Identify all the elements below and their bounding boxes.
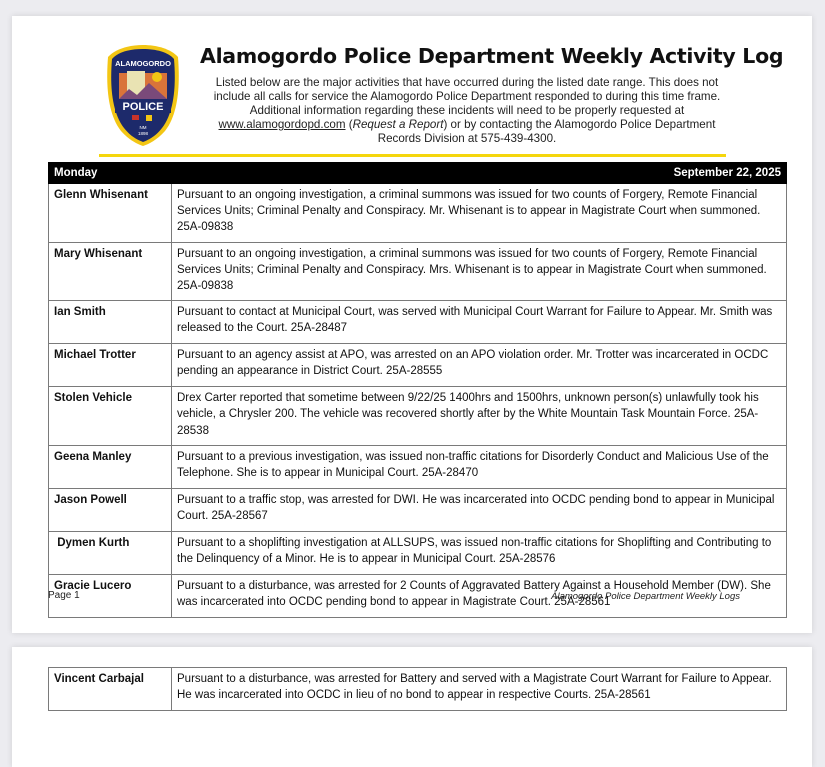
svg-text:ALAMOGORDO: ALAMOGORDO	[115, 59, 171, 68]
day-label: Monday	[49, 163, 172, 184]
incident-description: Pursuant to an ongoing investigation, a criminal summons was issued for two counts of Forgery, Remote Financial Services Units; Criminal Penalty and Conspiracy. Mrs. Whisenant is to appear in Magistrate Court when summoned. 25A-09838	[172, 242, 787, 301]
incident-description: Pursuant to an agency assist at APO, was arrested on an APO violation order. Mr. Trotter was incarcerated in OCDC pending an appearance in District Court. 25A-28555	[172, 344, 787, 387]
table-row	[49, 668, 787, 711]
police-badge-logo-icon	[105, 43, 181, 148]
subject-name: Jason Powell	[49, 488, 172, 531]
subject-name: Geena Manley	[49, 445, 172, 488]
page-number: Page 1	[48, 590, 80, 601]
subject-name: Vincent Carbajal	[49, 668, 172, 711]
table-row	[49, 531, 787, 574]
incident-description: Pursuant to an ongoing investigation, a criminal summons was issued for two counts of Forgery, Remote Financial Services Units; Criminal Penalty and Conspiracy. Mr. Whisenant is to appear in Magistrate Court when summoned. 25A-09838	[172, 184, 787, 243]
document-page-2	[12, 647, 812, 767]
table-row	[49, 445, 787, 488]
subject-name: Stolen Vehicle	[49, 387, 172, 446]
svg-text:POLICE: POLICE	[122, 101, 164, 113]
incident-description: Pursuant to a traffic stop, was arrested for DWI. He was incarcerated into OCDC pending bond to appear in Municipal Court. 25A-28567	[172, 488, 787, 531]
request-report-text: Request a Report	[352, 118, 444, 131]
intro-text-paren: (	[345, 118, 353, 131]
subject-name: Mary Whisenant	[49, 242, 172, 301]
subject-name: Gracie Lucero	[49, 574, 172, 617]
intro-paragraph	[202, 76, 732, 146]
intro-text-contact: ) or by contacting the Alamogordo Police Department Records Division at 575-439-4300.	[377, 118, 716, 145]
activity-log-table	[48, 162, 787, 618]
activity-log-table-continued	[48, 667, 787, 711]
date-label: September 22, 2025	[172, 163, 787, 184]
subject-name: Dymen Kurth	[49, 531, 172, 574]
table-row	[49, 242, 787, 301]
svg-text:1898: 1898	[137, 131, 149, 136]
document-page-1	[12, 16, 812, 633]
incident-description: Pursuant to a disturbance, was arrested for 2 Counts of Aggravated Battery Against a Household Member (DW). She was incarcerated into OCDC pending bond to appear in Magistrate Court. 25A-28561	[172, 574, 787, 617]
incident-description: Pursuant to contact at Municipal Court, was served with Municipal Court Warrant for Failure to Appear. Mr. Smith was released to the Court. 25A-28487	[172, 301, 787, 344]
svg-text:NM: NM	[139, 125, 147, 130]
page-title: Alamogordo Police Department Weekly Activity Log	[200, 44, 784, 68]
incident-description: Pursuant to a disturbance, was arrested for Battery and served with a Magistrate Court Warrant for Failure to Appear. He was incarcerated into OCDC in lieu of no bond to appear in respective Courts. 25A-28561	[172, 668, 787, 711]
intro-text: Listed below are the major activities that have occurred during the listed date range. This does not include all calls for service the Alamogordo Police Department responded to during this time frame. Additional information regarding these incidents will need to be properly requested at	[213, 76, 721, 117]
table-row	[49, 387, 787, 446]
footer-doc-title: Alamogordo Police Department Weekly Logs	[551, 591, 740, 602]
incident-description: Pursuant to a shoplifting investigation at ALLSUPS, was issued non-traffic citations for Shoplifting and Contributing to the Delinquency of a Minor. He is to appear in Municipal Court. 25A-28576	[172, 531, 787, 574]
subject-name: Michael Trotter	[49, 344, 172, 387]
incident-description: Drex Carter reported that sometime between 9/22/25 1400hrs and 1500hrs, unknown person(s) unlawfully took his vehicle, a Chrysler 200. The vehicle was recovered shortly after by the White Mountain Task Mountain Force. 25A-28538	[172, 387, 787, 446]
table-row	[49, 184, 787, 243]
table-row	[49, 488, 787, 531]
subject-name: Glenn Whisenant	[49, 184, 172, 243]
table-row	[49, 301, 787, 344]
subject-name: Ian Smith	[49, 301, 172, 344]
table-header-row	[49, 163, 787, 184]
incident-description: Pursuant to a previous investigation, was issued non-traffic citations for Disorderly Conduct and Malicious Use of the Telephone. She is to appear in Municipal Court. 25A-28470	[172, 445, 787, 488]
table-row	[49, 344, 787, 387]
yellow-divider	[99, 154, 726, 157]
website-link[interactable]: www.alamogordopd.com	[218, 118, 346, 131]
